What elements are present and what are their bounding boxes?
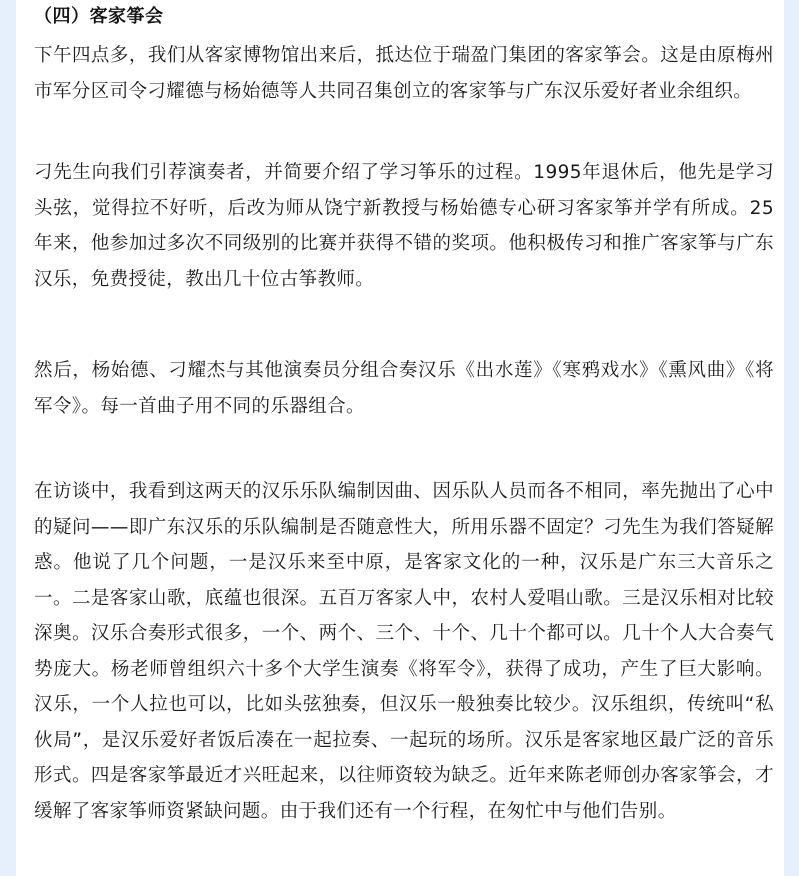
article-card — [16, 0, 784, 876]
section-heading: （四）客家筝会 — [34, 6, 164, 27]
paragraph-diao-introduction: 刁先生向我们引荐演奏者，并简要介绍了学习筝乐的过程。1995年退休后，他先是学习头弦，觉得拉不好听，后改为师从饶宁新教授与杨始德专心研习客家筝并学有所成。25年来，他参加过多次不同级别的比赛并获得不错的奖项。他积极传习和推广客家筝与广东汉乐，免费授徒，教出几十位古筝教师。 — [34, 162, 774, 290]
paragraph-arrival: 下午四点多，我们从客家博物馆出来后，抵达位于瑞盈门集团的客家筝会。这是由原梅州市军分区司令刁耀德与杨始德等人共同召集创立的客家筝与广东汉乐爱好者业余组织。 — [34, 45, 774, 102]
paragraph-ensemble-performance: 然后，杨始德、刁耀杰与其他演奏员分组合奏汉乐《出水莲》《寒鸦戏水》《熏风曲》《将军令》。每一首曲子用不同的乐器组合。 — [34, 360, 774, 417]
paragraph-interview: 在访谈中，我看到这两天的汉乐乐队编制因曲、因乐队人员而各不相同，率先抛出了心中的疑问——即广东汉乐的乐队编制是否随意性大，所用乐器不固定？刁先生为我们答疑解惑。他说了几个问题，一是汉乐来至中原，是客家文化的一种，汉乐是广东三大音乐之一。二是客家山歌，底蕴也很深。五百万客家人中，农村人爱唱山歌。三是汉乐相对比较深奥。汉乐合奏形式很多，一个、两个、三个、十个、几十个都可以。几十个人大合奏气势庞大。杨老师曾组织六十多个大学生演奏《将军令》，获得了成功，产生了巨大影响。汉乐，一个人拉也可以，比如头弦独奏，但汉乐一般独奏比较少。汉乐组织，传统叫“私伙局”，是汉乐爱好者饭后凑在一起拉奏、一起玩的场所。汉乐是客家地区最广泛的音乐形式。四是客家筝最近才兴旺起来，以往师资较为缺乏。近年来陈老师创办客家筝会，才缓解了客家筝师资紧缺问题。由于我们还有一个行程，在匆忙中与他们告别。 — [34, 481, 774, 822]
